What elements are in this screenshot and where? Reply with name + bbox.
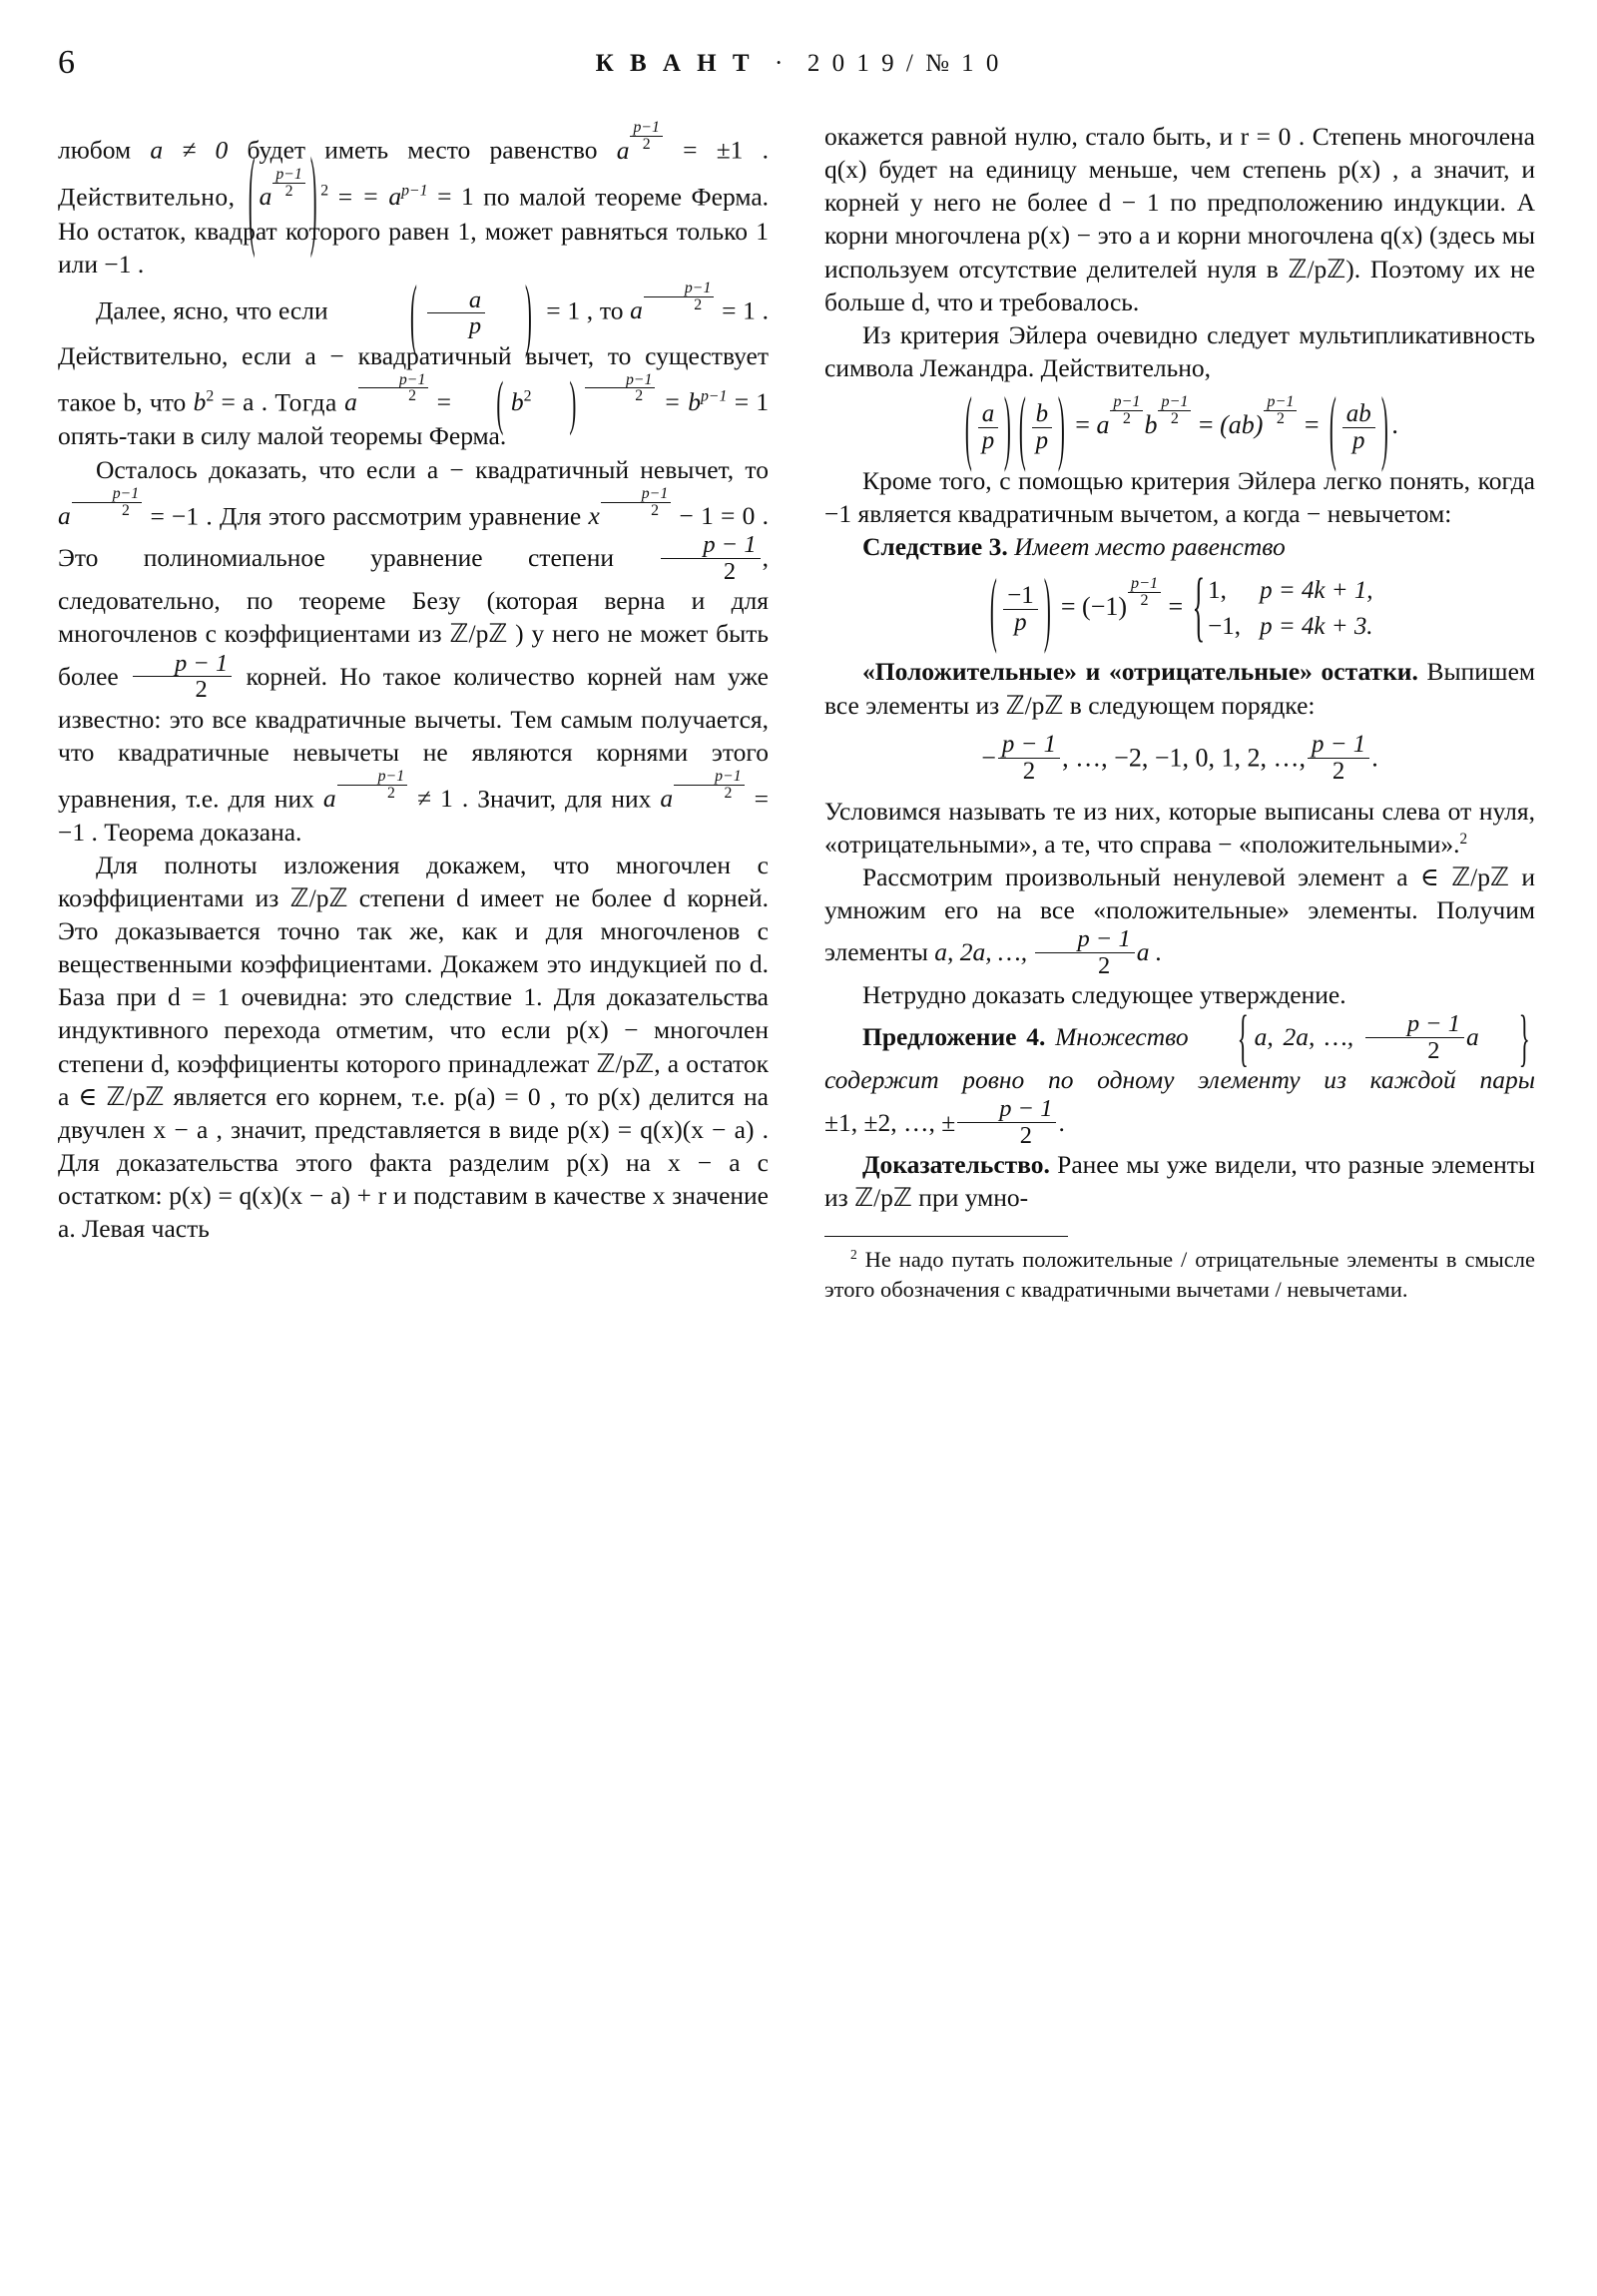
text-run: Выпишем все элементы из bbox=[824, 657, 1536, 720]
paragraph-euler-criterion bbox=[824, 318, 1535, 384]
text-run: будет иметь место равенство bbox=[247, 135, 598, 165]
two-column-body bbox=[58, 120, 1539, 1304]
left-column bbox=[58, 120, 769, 1304]
proposition-statement-1: Множество bbox=[1055, 1022, 1189, 1052]
text-run: Из критерия Эйлера очевидно следует мультипликативность символа Лежандра. Действительно, bbox=[824, 319, 1535, 382]
math-z-mod-pz-6: ℤ/pℤ bbox=[1005, 690, 1064, 720]
equation-multiplicativity: ( $\frac{a}{p}$ ) ( $\frac{b}{p}$ ) = a $\frac{p-1}{2}$ b $\frac{p-1}{2}$ = (ab) $\frac{p-1}{2}$ = ( $\frac{ab}{p}$ ) . bbox=[964, 380, 1398, 474]
proposition-title: Предложение bbox=[862, 1022, 1017, 1052]
page-number: 6 bbox=[58, 44, 75, 81]
section-heading-part2: «отрицательные» остатки. bbox=[1108, 657, 1418, 687]
proposition-statement-2: содержит ровно по одному элементу из каждой пары bbox=[824, 1065, 1535, 1095]
text-run: = bbox=[337, 182, 353, 212]
text-run: = −1 . Теорема доказана. bbox=[58, 784, 770, 847]
math-z-mod-pz-3: ℤ/pℤ bbox=[596, 1048, 655, 1078]
paragraph-dlya-polnoty bbox=[58, 849, 769, 1246]
math-a-pow-frac-3: a $\frac{p-1}{2}$ bbox=[58, 501, 143, 530]
text-run: Это полиномиальное уравнение степени bbox=[58, 543, 615, 573]
math-elements-list: a, 2a, …, $\frac{p - 1}{2}$ a . bbox=[934, 925, 1163, 979]
text-run: корней. Но такое количество корней нам уже известно: это все квадратичные вычеты. Тем самым получается, что квадратичные невычеты не являются корнями этого уравнения, т.е. для них bbox=[58, 661, 769, 814]
math-a-pminus1: = $a^{p-1} = 1$ bbox=[361, 182, 474, 212]
text-run: является его корнем, т.е. p(a) = 0 , то p(x) делится на двучлен x − a , значит, представляется в виде p(x) = q(x)(x − a) . Для доказательства этого факта разделим p(x) на x − a с остатком: p(x) = q(x)(x − a) + r и подставим в качестве x значение a. Левая часть bbox=[58, 1081, 770, 1244]
footnote-marker: 2 bbox=[850, 1247, 857, 1263]
text-run: Для полноты изложения докажем, что многочлен с коэффициентами из bbox=[58, 850, 769, 912]
text-run: = 1 . Действительно, если a − квадратичный вычет, то существует такое b, что bbox=[58, 295, 769, 417]
paragraph-proof bbox=[824, 1148, 1535, 1214]
math-a-ne-0: a ≠ 0 bbox=[150, 135, 229, 165]
header-separator: · bbox=[775, 50, 788, 77]
corollary-statement: Имеет место равенство bbox=[1014, 531, 1286, 561]
text-run: при умно- bbox=[918, 1183, 1029, 1213]
text-run: степени d имеет не более d корней. Это доказывается точно так же, как и для многочленов с вещественными коэффициентами. Докажем это индукцией по d. База при d = 1 очевидна: это следствие 1. Для доказательства индуктивного перехода отметим, что если p(x) − многочлен степени d, коэффициенты которого принадлежат bbox=[58, 882, 770, 1078]
section-heading-and: и bbox=[1085, 657, 1101, 687]
text-run: Ранее мы уже видели, что разные элементы из bbox=[824, 1150, 1536, 1213]
footnote-rule bbox=[824, 1236, 1068, 1237]
math-b-squared: $b^2 = a$ . bbox=[193, 387, 268, 417]
legendre-symbol-a-p: ( $\frac{a}{p}$ ) bbox=[410, 267, 532, 360]
text-run: Условимся называть те из них, которые выписаны слева от нуля, «отрицательными», а те, что справа − «положительными». bbox=[824, 796, 1535, 859]
text-run: = −1 . Для этого рассмотрим уравнение bbox=[150, 501, 582, 531]
footnote-text bbox=[824, 1245, 1535, 1304]
math-bound-fraction: $\frac{p - 1}{2}$ bbox=[133, 651, 232, 703]
paragraph-uslovimsya bbox=[824, 795, 1535, 861]
journal-name: К В А Н Т bbox=[595, 50, 755, 77]
text-run: Тогда bbox=[274, 387, 337, 417]
text-run: окажется равной нулю, стало быть, и r = 0 . Степень многочлена q(x) будет на единицу меньше, чем степень p(x) , а значит, и корней у него не более d − 1 по предположению индукции. А корни многочлена p(x) − это a и корни многочлена q(x) (здесь мы используем отсутствие делителей нуля в bbox=[824, 122, 1535, 284]
text-run: , bbox=[762, 543, 769, 573]
text-run: следовательно, по теореме Безу (которая верна и для многочленов с коэффициентами из bbox=[58, 586, 769, 649]
text-run: Нетрудно доказать следующее утверждение. bbox=[862, 980, 1346, 1010]
paragraph-okazhetsya bbox=[824, 120, 1535, 318]
paragraph-corollary-3 bbox=[824, 530, 1535, 563]
text-run: Кроме того, с помощью критерия Эйлера легко понять, когда −1 является квадратичным вычетом, а когда − невычетом: bbox=[824, 465, 1535, 528]
text-run: Далее, ясно, что если bbox=[96, 295, 328, 325]
footnote-block bbox=[824, 1236, 1535, 1304]
text-run: в следующем порядке: bbox=[1069, 690, 1316, 720]
math-a-pow-frac-2: a $\frac{p-1}{2}$ bbox=[630, 295, 715, 324]
math-a-pow-eq-minus1: a $\frac{p-1}{2}$ bbox=[660, 784, 745, 813]
text-run: ). Поэтому их не больше d, что и требовалось. bbox=[824, 254, 1536, 316]
math-a-pow-ne-1: a $\frac{p-1}{2}$ ≠ 1 . bbox=[322, 767, 469, 814]
section-heading-part1: «Положительные» bbox=[862, 657, 1077, 687]
math-squared-group: ( a $\frac{p-1}{2}$ ) $^2$ bbox=[248, 133, 329, 262]
math-z-mod-pz: ℤ/pℤ bbox=[449, 619, 508, 649]
text-run: ) у него не может быть более bbox=[58, 619, 770, 691]
math-set-braces: { a, 2a, …, $\frac{p - 1}{2}$ a } bbox=[1238, 1001, 1530, 1074]
text-run: = 1 , bbox=[546, 295, 594, 325]
text-run: , а остаток a ∈ bbox=[58, 1048, 769, 1111]
text-run: Не надо путать положительные / отрицательные элементы в смысле этого обозначения с квадратичными вычетами / невычетами. bbox=[824, 1247, 1535, 1302]
page-header bbox=[58, 34, 1539, 98]
math-degree-fraction: $\frac{p - 1}{2}$ bbox=[661, 532, 760, 584]
math-togda-chain: a $\frac{p-1}{2}$ = ( $b^2$ ) $\frac{p-1}{2}$ = $b^{p-1} = 1$ bbox=[344, 368, 770, 437]
paragraph-krome-togo bbox=[824, 464, 1535, 530]
text-run: по малой теореме Ферма. Но остаток, квадрат которого равен 1, может равняться только 1 или −1 . bbox=[58, 182, 770, 279]
text-run: Значит, для них bbox=[477, 784, 652, 814]
math-a-pow-frac: a $\frac{p-1}{2}$ bbox=[617, 136, 664, 165]
paragraph-dalee bbox=[58, 267, 770, 453]
corollary-title: Следствие 3. bbox=[862, 531, 1008, 561]
text-run: и умножим его на все «положительные» элементы. Получим элементы bbox=[824, 861, 1535, 967]
paragraph-rassmotrim bbox=[824, 861, 1535, 978]
equation-ordering: − $\frac{p - 1}{2}$ , …, −2, −1, 0, 1, 2, …, $\frac{p - 1}{2}$ . bbox=[981, 730, 1378, 785]
paragraph-ostalos bbox=[58, 453, 769, 849]
math-z-mod-pz-8: ℤ/pℤ bbox=[854, 1183, 912, 1213]
text-run: опять-таки в силу малой теоремы Ферма. bbox=[58, 421, 507, 451]
proof-title: Доказательство. bbox=[862, 1150, 1050, 1180]
paragraph-proposition-4 bbox=[824, 1001, 1535, 1149]
equation-corollary-3: ( $\frac{-1}{p}$ ) = (−1) $\frac{p-1}{2}$ = { 1, p = 4k + 1, −1, p = 4k + 3. bbox=[990, 562, 1373, 656]
text-run: любом bbox=[58, 135, 132, 165]
text-run: то bbox=[599, 295, 624, 325]
math-z-mod-pz-4: ℤ/pℤ bbox=[106, 1081, 165, 1111]
text-run: Действительно, bbox=[58, 182, 236, 212]
math-z-mod-pz-7: ℤ/pℤ bbox=[1451, 861, 1509, 891]
footnote-ref[interactable]: 2 bbox=[1459, 830, 1468, 848]
paragraph-positive-negative-residues bbox=[824, 655, 1535, 721]
paragraph-netrudno bbox=[824, 978, 1535, 1011]
journal-issue: 2 0 1 9 / № 1 0 bbox=[806, 50, 1002, 77]
math-pm-pairs: ±1, ±2, …, ± $\frac{p - 1}{2}$ . bbox=[824, 1095, 1065, 1149]
right-column bbox=[824, 120, 1535, 1304]
proposition-number: 4. bbox=[1026, 1022, 1046, 1052]
journal-title-line bbox=[58, 50, 1539, 78]
text-run: Рассмотрим произвольный ненулевой элемент a ∈ bbox=[862, 861, 1439, 891]
cases-block: 1, p = 4k + 1, −1, p = 4k + 3. bbox=[1208, 577, 1373, 641]
text-run: = ±1 . bbox=[683, 135, 770, 165]
math-x-equation: x $\frac{p-1}{2}$ − 1 = 0 . bbox=[588, 484, 769, 531]
math-z-mod-pz-5: ℤ/pℤ bbox=[1288, 254, 1346, 284]
math-z-mod-pz-2: ℤ/pℤ bbox=[289, 882, 348, 912]
text-run: Осталось доказать, что если a − квадратичный невычет, то bbox=[96, 454, 769, 484]
paragraph-euler-continuation bbox=[58, 120, 769, 281]
